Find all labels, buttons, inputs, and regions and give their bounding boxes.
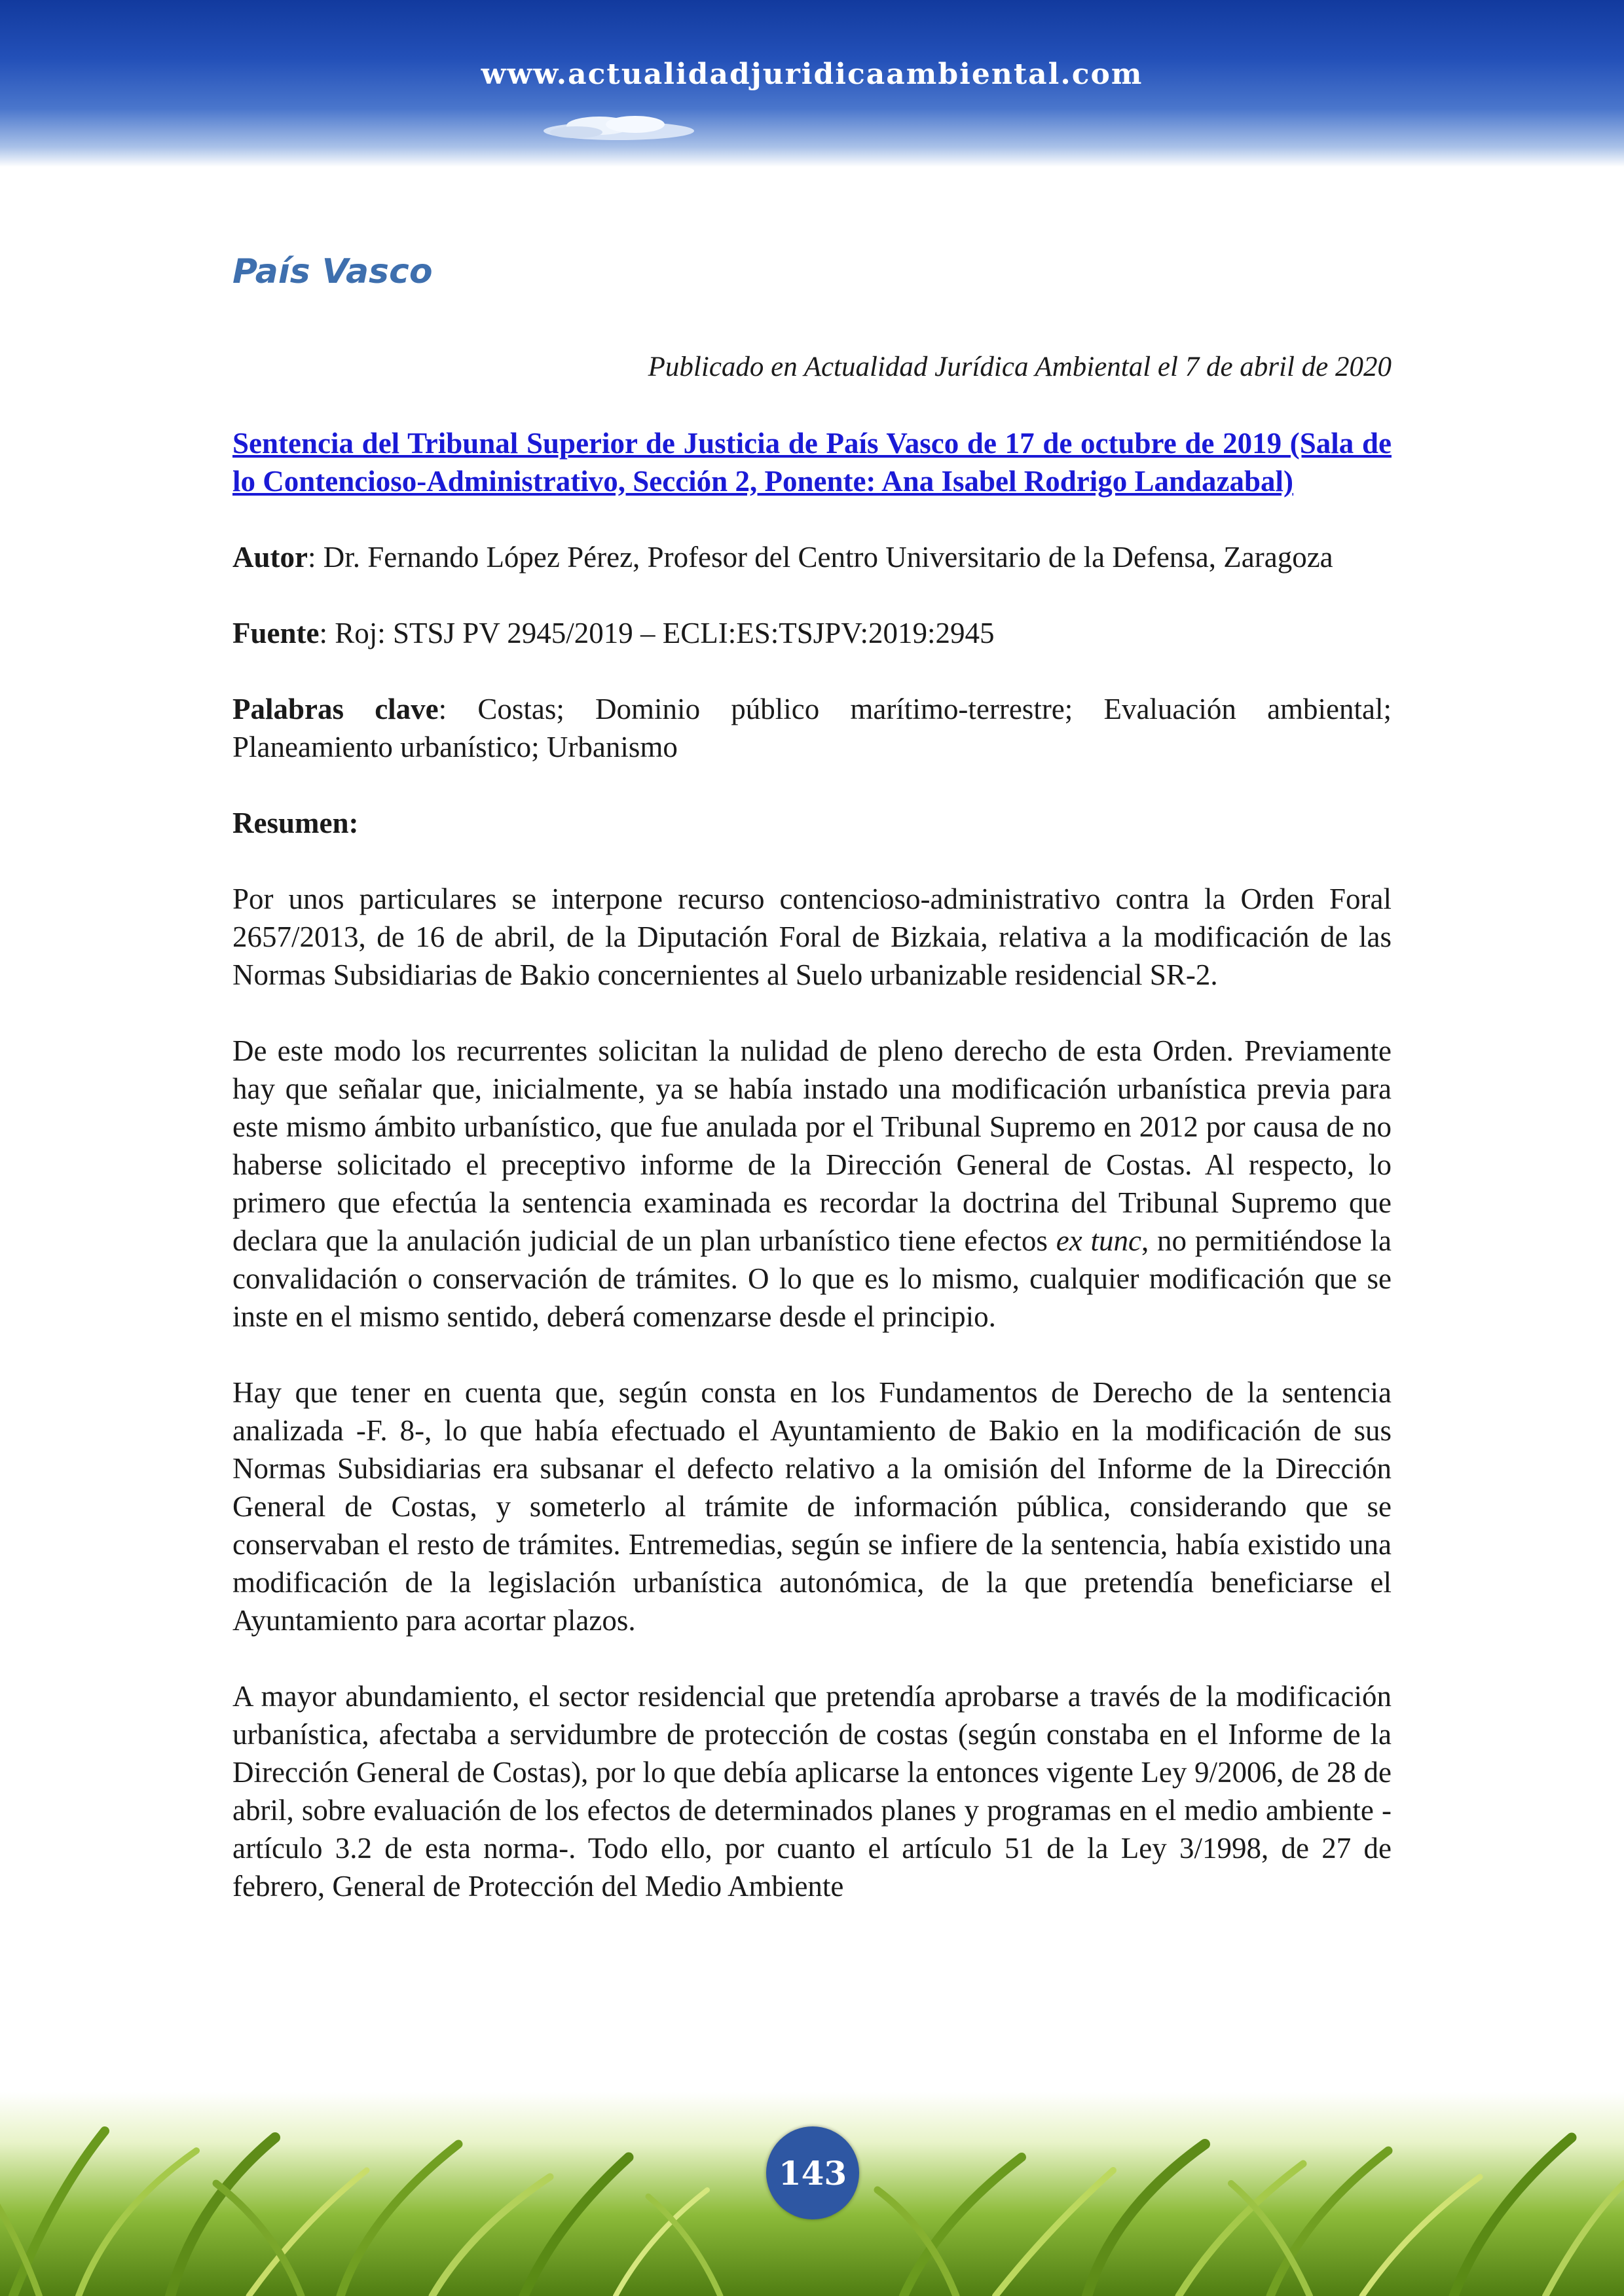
summary-paragraph-2 [232,1032,1392,1336]
summary-paragraph-3: Hay que tener en cuenta que, según consta en los Fundamentos de Derecho de la sentencia analizada -F. 8-, lo que había efectuado el Ayuntamiento de Bakio en la modificación de sus Normas Subsidiarias era subsanar el defecto relativo a la omisión del Informe de la Dirección General de Costas, y someterlo al trámite de información pública, considerando que se conservaban el resto de trámites. Entremedias, según se infiere de la sentencia, había existido una modificación de la legislación urbanística autonómica, de la que pretendía beneficiarse el Ayuntamiento para acortar plazos. [232,1376,1392,1637]
paragraph-2-latin-term: ex tunc [1056,1224,1141,1257]
keywords-line [232,690,1392,766]
header-website-url[interactable]: www.actualidadjuridicaambiental.com [481,58,1143,91]
summary-paragraph-1: Por unos particulares se interpone recurso contencioso-administrativo contra la Orden Foral 2657/2013, de 16 de abril, de la Diputación Foral de Bizkaia, relativa a la modificación de las Normas Subsidiarias de Bakio concernientes al Suelo urbanizable residencial SR-2. [232,883,1392,991]
source-value: : Roj: STSJ PV 2945/2019 – ECLI:ES:TSJPV:2019:2945 [319,617,995,649]
keywords-label: Palabras clave [232,693,439,725]
judgment-title-link[interactable]: Sentencia del Tribunal Superior de Justicia de País Vasco de 17 de octubre de 2019 (Sala de lo Contencioso-Administrativo, Sección 2, Ponente: Ana Isabel Rodrigo Landazabal) [232,427,1392,498]
source-label: Fuente [232,617,320,649]
author-line [232,538,1392,576]
source-line [232,614,1392,652]
region-heading: País Vasco [232,252,433,291]
paragraph-2-text-b: , no permitiéndose la convalidación o conservación de trámites. O lo que es lo mismo, cualquier modificación que se inste en el mismo sentido, deberá comenzarse desde el principio. [232,1224,1392,1333]
author-value: : Dr. Fernando López Pérez, Profesor del Centro Universitario de la Defensa, Zaragoza [307,541,1333,574]
page-header-banner [0,0,1624,167]
summary-paragraph-4: A mayor abundamiento, el sector residencial que pretendía aprobarse a través de la modificación urbanística, afectaba a servidumbre de protección de costas (según constaba en el Informe de la Dirección General de Costas), por lo que debía aplicarse la entonces vigente Ley 9/2006, de 28 de abril, sobre evaluación de los efectos de determinados planes y programas en el medio ambiente -artículo 3.2 de esta norma-. Todo ello, por cuanto el artículo 51 de la Ley 3/1998, de 27 de febrero, General de Protección del Medio Ambiente [232,1680,1392,1903]
keywords-value: : Costas; Dominio público marítimo-terrestre; Evaluación ambiental; Planeamiento urbanístico; Urbanismo [232,693,1392,763]
author-label: Autor [232,541,308,574]
paragraph-2-text-a: De este modo los recurrentes solicitan la nulidad de pleno derecho de esta Orden. Previamente hay que señalar que, inicialmente, ya se había instado una modificación urbanística previa para este mismo ámbito urbanístico, que fue anulada por el Tribunal Supremo en 2012 por causa de no haberse solicitado el preceptivo informe de la Dirección General de Costas. Al respecto, lo primero que efectúa la sentencia examinada es recordar la doctrina del Tribunal Supremo que declara que la anulación judicial de un plan urbanístico tiene efectos [232,1034,1392,1257]
cloud-icon [537,110,701,149]
page-number-badge: 143 [766,2126,859,2219]
summary-heading: Resumen: [232,807,359,839]
publication-note: Publicado en Actualidad Jurídica Ambiental el 7 de abril de 2020 [648,352,1392,382]
document-body [232,242,1392,1943]
